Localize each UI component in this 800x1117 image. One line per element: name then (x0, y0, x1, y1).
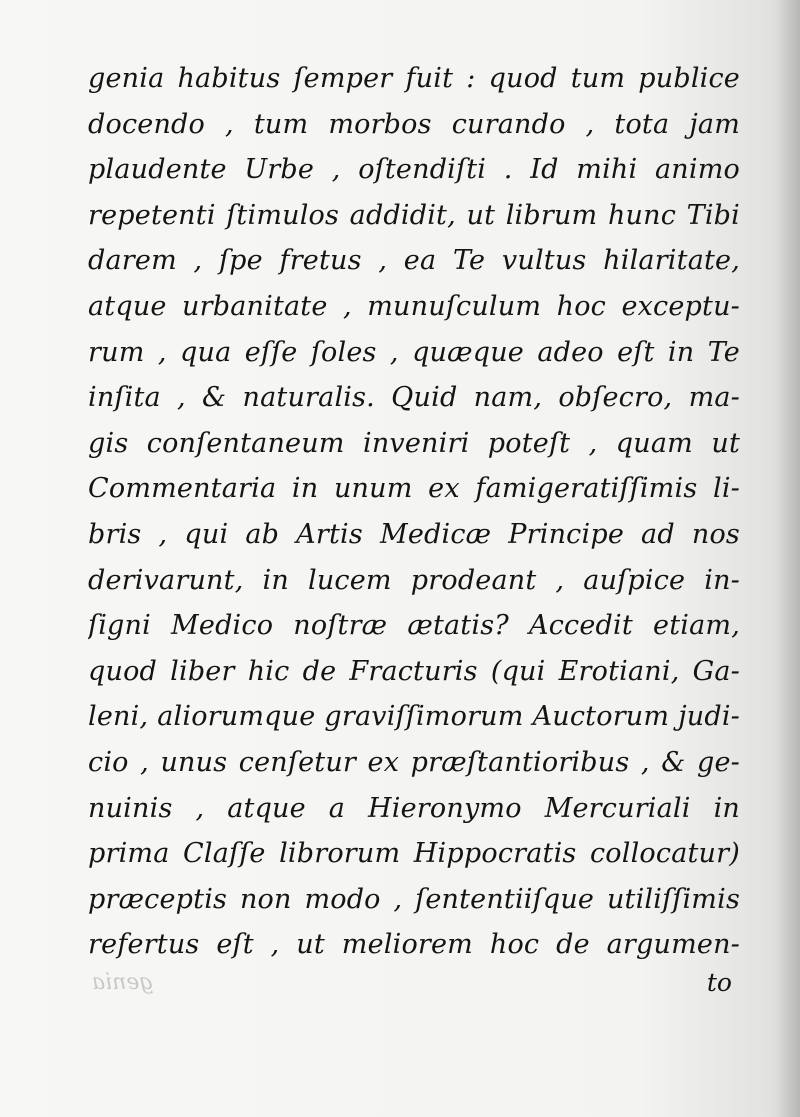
text-line: docendo , tum morbos curando , tota jam (88, 108, 740, 140)
text-line: inſita , & naturalis. Quid nam, obſecro, ma- (88, 382, 740, 414)
text-line: repetenti ſtimulos addidit, ut librum hunc Tibi (88, 199, 740, 231)
text-line: nuinis , atque a Hieronymo Mercuriali in (88, 792, 740, 824)
text-line: genia habitus ſemper fuit : quod tum publice (88, 63, 740, 94)
text-line: leni, aliorumque graviſſimorum Auctorum judi- (88, 701, 740, 733)
catchword: to (706, 968, 732, 997)
text-line: gis conſentaneum inveniri poteſt , quam ut (88, 427, 740, 459)
show-through-text: genia (92, 970, 154, 995)
text-line: derivarunt, in lucem prodeant , auſpice in- (88, 564, 740, 596)
text-line: Commentaria in unum ex famigeratiſſimis li- (88, 473, 740, 505)
text-line: refertus eſt , ut meliorem hoc de argumen- (88, 929, 740, 961)
text-line: quod liber hic de Fracturis (qui Erotiani, Ga- (88, 655, 740, 687)
text-line: bris , qui ab Artis Medicæ Principe ad nos (88, 518, 740, 550)
text-line: plaudente Urbe , oſtendiſti . Id mihi animo (88, 154, 740, 186)
text-line: ſigni Medico noſtræ ætatis? Accedit etiam, (88, 610, 740, 642)
page-edge-shadow (776, 0, 800, 1117)
text-line: præceptis non modo , ſententiiſque utiliſſimis (88, 883, 740, 915)
text-line: prima Claſſe librorum Hippocratis collocatur) (88, 838, 740, 870)
text-line: darem , ſpe fretus , ea Te vultus hilaritate, (88, 245, 740, 277)
text-line: rum , qua eſſe ſoles , quæque adeo eſt in Te (88, 336, 740, 368)
text-line: atque urbanitate , munuſculum hoc exceptu- (88, 290, 740, 322)
body-text (88, 56, 740, 968)
text-line: cio , unus cenſetur ex præſtantioribus , & ge- (88, 746, 740, 778)
